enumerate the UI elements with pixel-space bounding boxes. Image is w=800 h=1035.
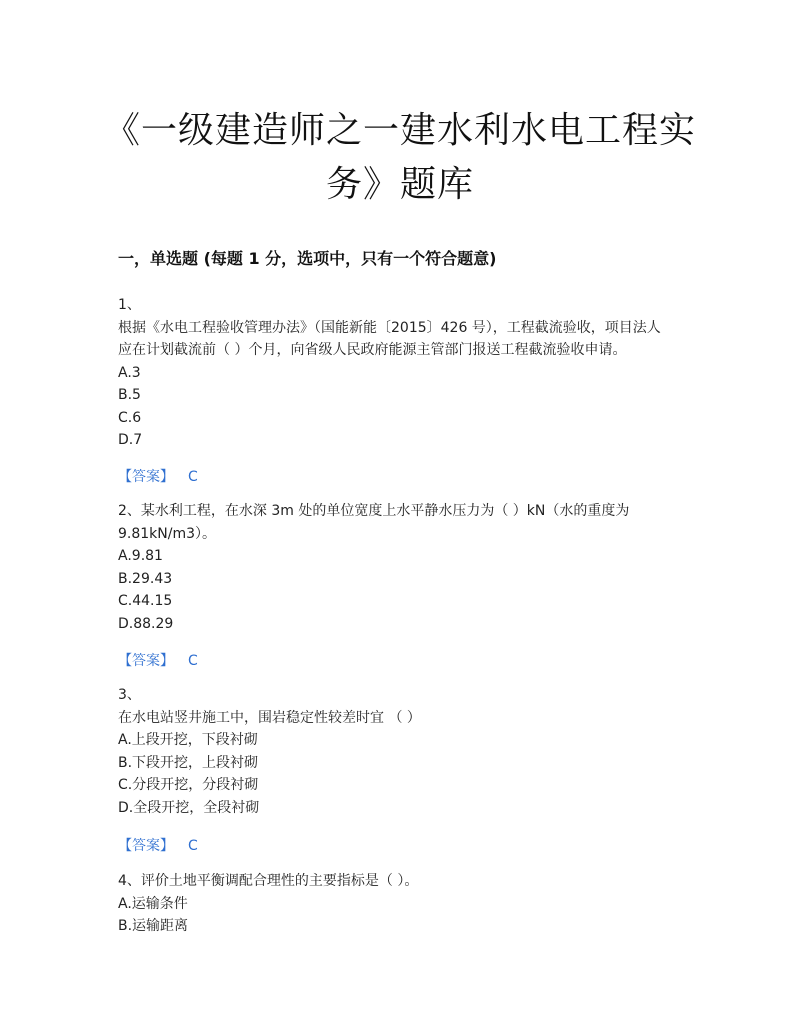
question-1	[118, 294, 688, 452]
option-b: B.下段开挖，上段衬砌	[118, 754, 259, 771]
question-number: 3、	[118, 687, 141, 703]
question-stem-line: 在水电站竖井施工中，围岩稳定性较差时宜 （ ）	[118, 709, 421, 726]
option-d: D.全段开挖，全段衬砌	[118, 799, 260, 816]
option-b: B.29.43	[118, 570, 173, 587]
question-stem-line: 4、评价土地平衡调配合理性的主要指标是（ ）。	[118, 873, 419, 889]
question-4	[118, 870, 688, 938]
option-d: D.7	[118, 432, 143, 448]
section-heading: 一，单选题 (每题 1 分，选项中，只有一个符合题意)	[118, 249, 497, 268]
option-a: A.运输条件	[118, 895, 188, 912]
answer-3	[118, 835, 198, 855]
option-c: C.6	[118, 409, 142, 426]
option-a: A.3	[118, 364, 141, 381]
title-line-2: 务》题库	[325, 164, 474, 205]
answer-label: 【答案】	[118, 838, 174, 854]
answer-value: C	[188, 838, 198, 854]
question-number: 1、	[118, 297, 141, 313]
title-line-1: 《一级建造师之一建水利水电工程实	[103, 110, 696, 151]
option-b: B.运输距离	[118, 918, 189, 934]
question-stem-line: 根据《水电工程验收管理办法》（国能新能〔2015〕426 号），工程截流验收，项目法人	[118, 319, 661, 336]
question-stem-line: 2、某水利工程，在水深 3m 处的单位宽度上水平静水压力为（ ）kN（水的重度为	[118, 503, 630, 519]
question-stem-line: 9.81kN/m3）。	[118, 525, 217, 542]
document-title	[60, 104, 740, 212]
option-c: C.44.15	[118, 593, 173, 609]
question-3	[118, 684, 688, 819]
option-a: A.上段开挖，下段衬砌	[118, 732, 258, 748]
answer-value: C	[188, 469, 198, 485]
answer-value: C	[188, 653, 198, 669]
option-b: B.5	[118, 387, 141, 403]
question-2	[118, 500, 688, 635]
answer-label: 【答案】	[118, 469, 174, 485]
option-c: C.分段开挖，分段衬砌	[118, 777, 259, 793]
answer-1	[118, 466, 198, 486]
option-d: D.88.29	[118, 615, 174, 632]
question-stem-line: 应在计划截流前（ ）个月，向省级人民政府能源主管部门报送工程截流验收申请。	[118, 342, 627, 358]
option-a: A.9.81	[118, 548, 163, 564]
answer-2	[118, 650, 198, 670]
answer-label: 【答案】	[118, 653, 174, 669]
